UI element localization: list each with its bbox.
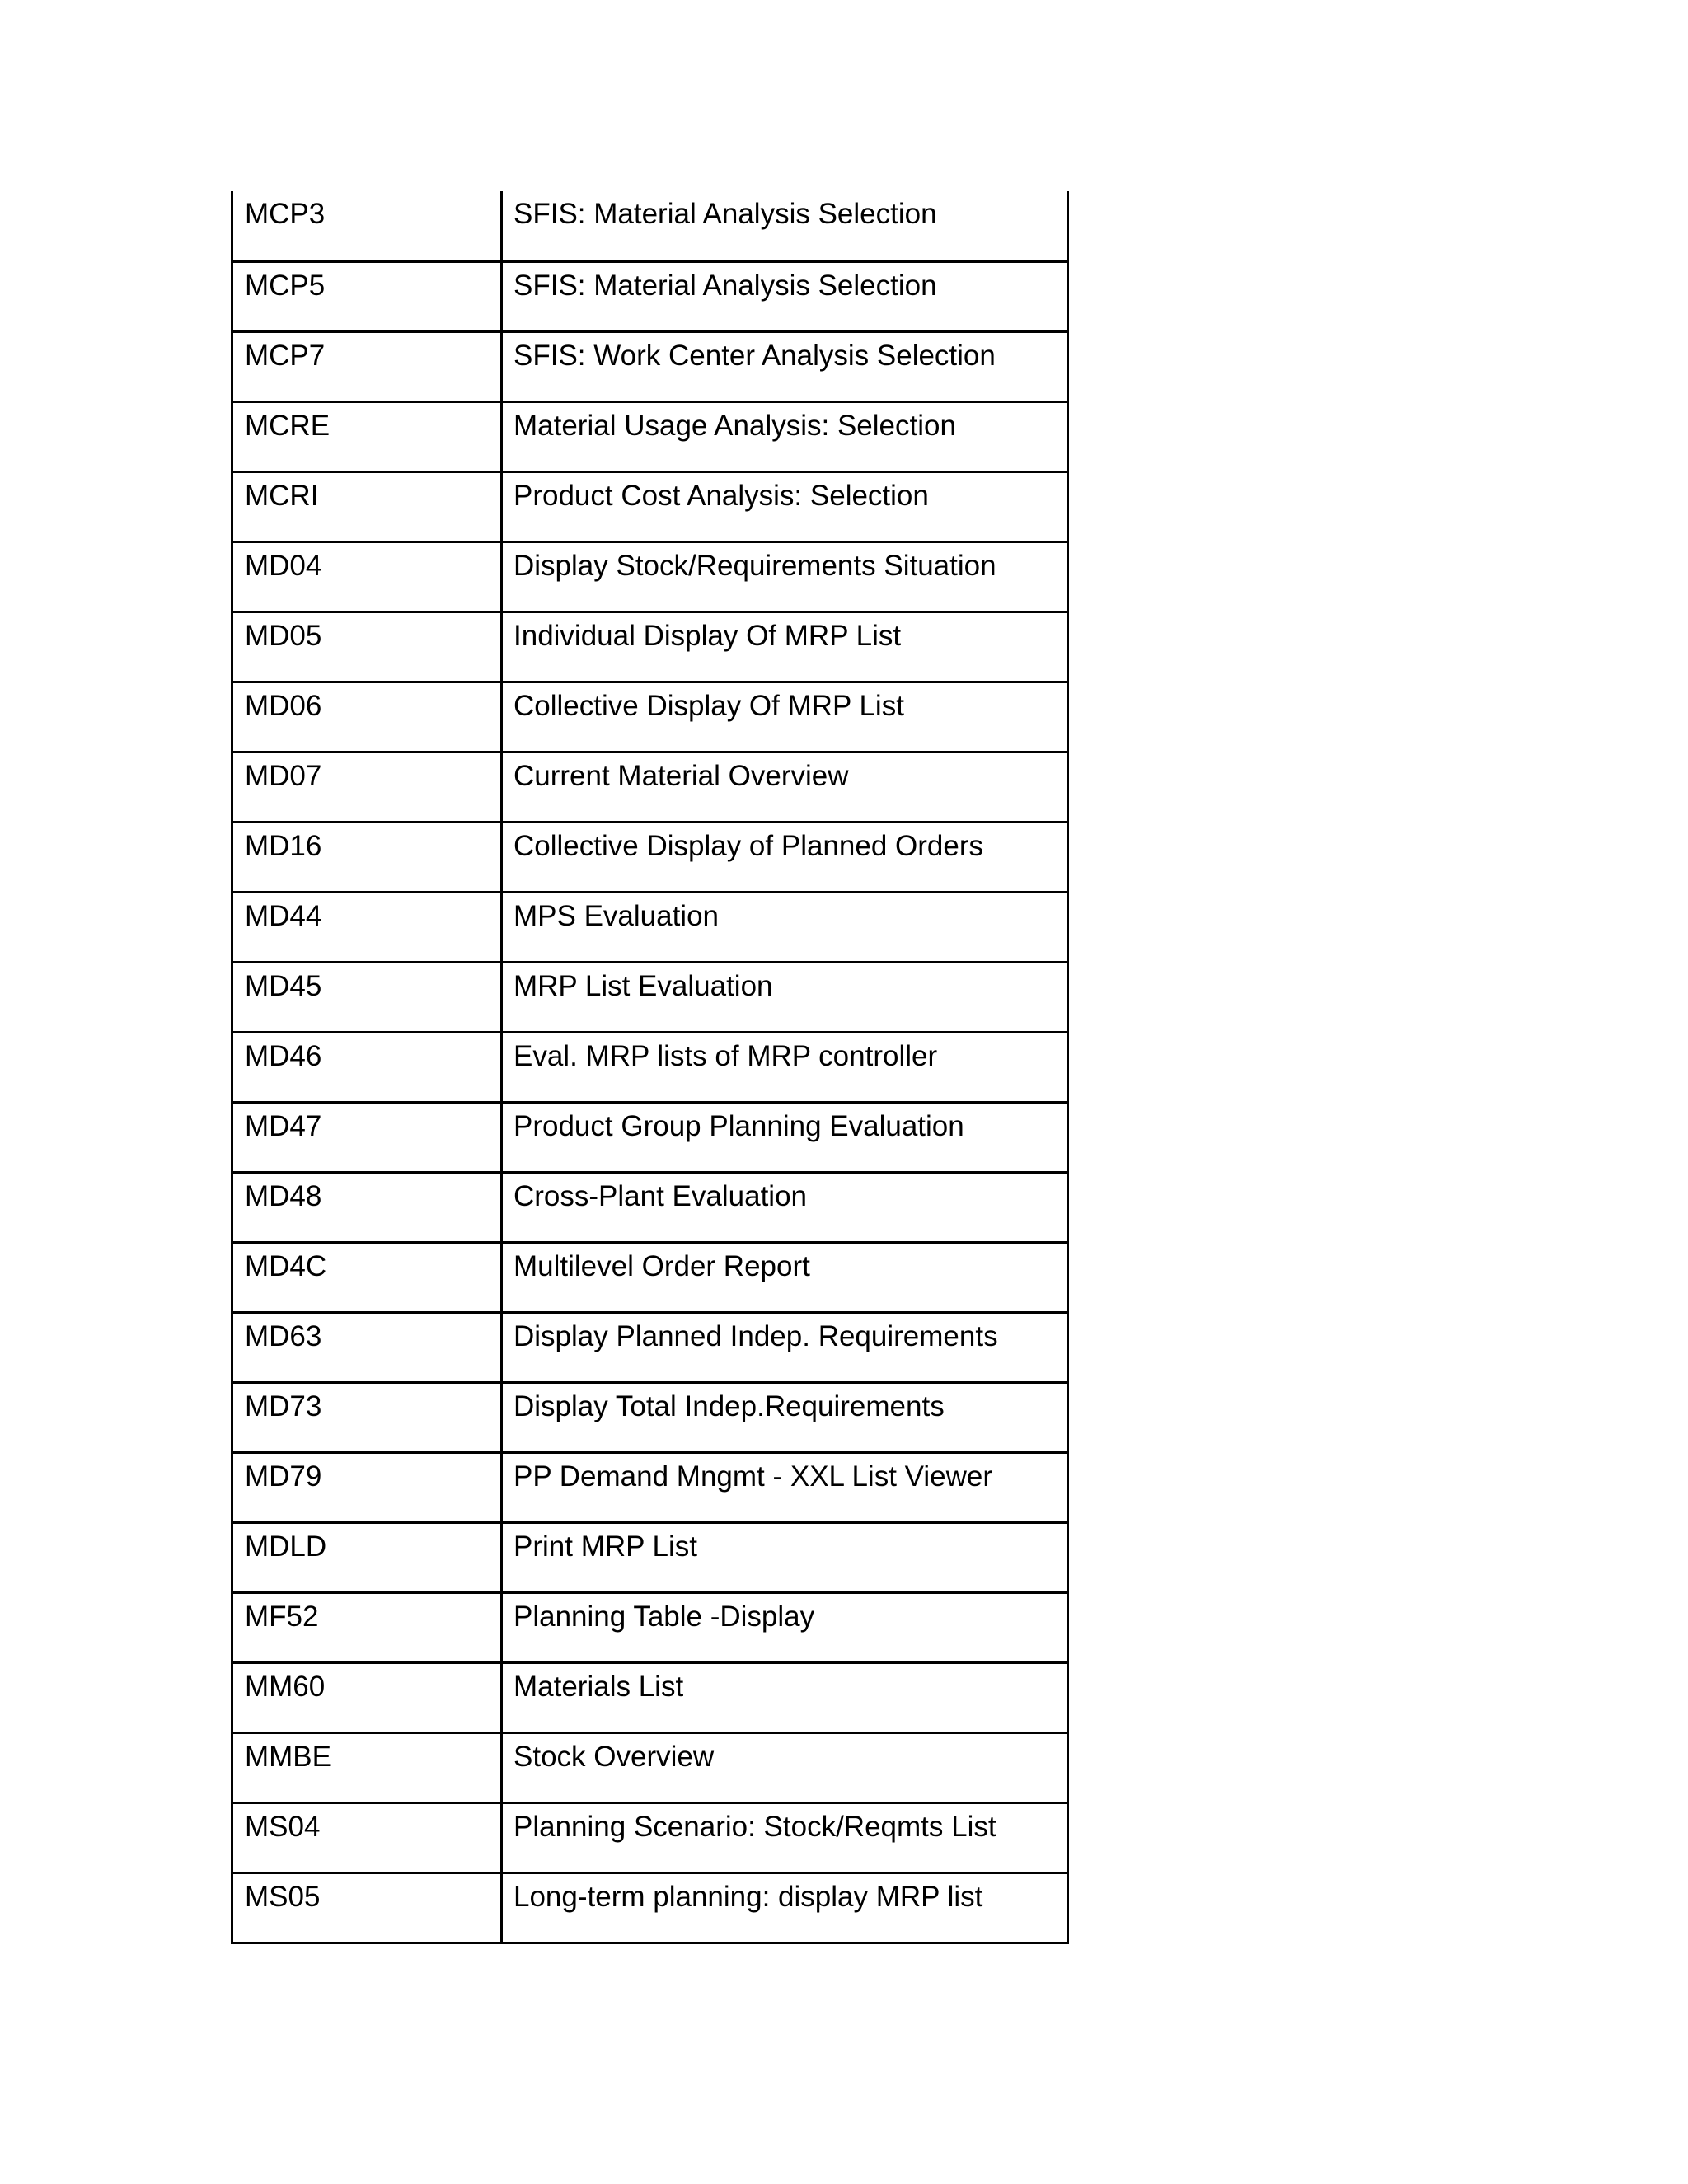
- transaction-description-cell: Individual Display Of MRP List: [502, 612, 1068, 682]
- table-row: [232, 1102, 1068, 1172]
- table-row: [232, 541, 1068, 612]
- table-row: [232, 962, 1068, 1032]
- transaction-code-cell: MD04: [232, 541, 502, 612]
- transaction-code-cell: MD44: [232, 892, 502, 962]
- transaction-description-cell: Collective Display of Planned Orders: [502, 822, 1068, 892]
- table-row: [232, 191, 1068, 261]
- transaction-code-cell: MCP3: [232, 191, 502, 261]
- table-row: [232, 1242, 1068, 1312]
- table-row: [232, 1032, 1068, 1102]
- transaction-description-cell: Long-term planning: display MRP list: [502, 1872, 1068, 1943]
- transaction-code-cell: MD79: [232, 1452, 502, 1522]
- table-row: [232, 1312, 1068, 1382]
- transaction-code-cell: MCRI: [232, 471, 502, 541]
- transaction-code-cell: MD05: [232, 612, 502, 682]
- transaction-description-cell: Planning Table -Display: [502, 1592, 1068, 1662]
- table-row: [232, 401, 1068, 471]
- transaction-code-cell: MD46: [232, 1032, 502, 1102]
- table-row: [232, 1732, 1068, 1802]
- transaction-description-cell: Eval. MRP lists of MRP controller: [502, 1032, 1068, 1102]
- transaction-description-cell: Stock Overview: [502, 1732, 1068, 1802]
- transaction-description-cell: Product Group Planning Evaluation: [502, 1102, 1068, 1172]
- transaction-description-cell: Multilevel Order Report: [502, 1242, 1068, 1312]
- transaction-description-cell: MPS Evaluation: [502, 892, 1068, 962]
- transaction-description-cell: Current Material Overview: [502, 752, 1068, 822]
- transaction-code-cell: MCRE: [232, 401, 502, 471]
- table-row: [232, 1382, 1068, 1452]
- transaction-description-cell: SFIS: Material Analysis Selection: [502, 191, 1068, 261]
- transaction-description-cell: Display Stock/Requirements Situation: [502, 541, 1068, 612]
- table-row: [232, 822, 1068, 892]
- transaction-code-cell: MD73: [232, 1382, 502, 1452]
- table-body: [232, 191, 1068, 1943]
- transaction-description-cell: Materials List: [502, 1662, 1068, 1732]
- transaction-description-cell: SFIS: Work Center Analysis Selection: [502, 331, 1068, 401]
- transaction-code-cell: MD16: [232, 822, 502, 892]
- transaction-code-cell: MD48: [232, 1172, 502, 1242]
- transaction-code-cell: MDLD: [232, 1522, 502, 1592]
- transaction-code-cell: MD06: [232, 682, 502, 752]
- table-row: [232, 331, 1068, 401]
- table-row: [232, 261, 1068, 331]
- transaction-description-cell: SFIS: Material Analysis Selection: [502, 261, 1068, 331]
- table-row: [232, 1522, 1068, 1592]
- transaction-code-cell: MS05: [232, 1872, 502, 1943]
- transaction-code-cell: MD4C: [232, 1242, 502, 1312]
- transaction-code-cell: MCP5: [232, 261, 502, 331]
- transaction-code-table: [231, 191, 1069, 1944]
- transaction-description-cell: Cross-Plant Evaluation: [502, 1172, 1068, 1242]
- transaction-description-cell: Product Cost Analysis: Selection: [502, 471, 1068, 541]
- transaction-code-cell: MMBE: [232, 1732, 502, 1802]
- table-row: [232, 1592, 1068, 1662]
- transaction-code-cell: MCP7: [232, 331, 502, 401]
- table-row: [232, 1802, 1068, 1872]
- table-row: [232, 1452, 1068, 1522]
- transaction-code-cell: MD63: [232, 1312, 502, 1382]
- transaction-description-cell: PP Demand Mngmt - XXL List Viewer: [502, 1452, 1068, 1522]
- table-row: [232, 752, 1068, 822]
- transaction-code-cell: MD07: [232, 752, 502, 822]
- table-row: [232, 1172, 1068, 1242]
- table-row: [232, 1872, 1068, 1943]
- transaction-description-cell: Planning Scenario: Stock/Reqmts List: [502, 1802, 1068, 1872]
- transaction-description-cell: MRP List Evaluation: [502, 962, 1068, 1032]
- table-row: [232, 612, 1068, 682]
- transaction-code-cell: MD45: [232, 962, 502, 1032]
- transaction-code-cell: MD47: [232, 1102, 502, 1172]
- transaction-description-cell: Material Usage Analysis: Selection: [502, 401, 1068, 471]
- transaction-description-cell: Print MRP List: [502, 1522, 1068, 1592]
- transaction-description-cell: Collective Display Of MRP List: [502, 682, 1068, 752]
- table-row: [232, 471, 1068, 541]
- transaction-code-cell: MS04: [232, 1802, 502, 1872]
- transaction-description-cell: Display Total Indep.Requirements: [502, 1382, 1068, 1452]
- transaction-code-cell: MM60: [232, 1662, 502, 1732]
- table-row: [232, 682, 1068, 752]
- table-row: [232, 892, 1068, 962]
- transaction-code-cell: MF52: [232, 1592, 502, 1662]
- table-row: [232, 1662, 1068, 1732]
- transaction-description-cell: Display Planned Indep. Requirements: [502, 1312, 1068, 1382]
